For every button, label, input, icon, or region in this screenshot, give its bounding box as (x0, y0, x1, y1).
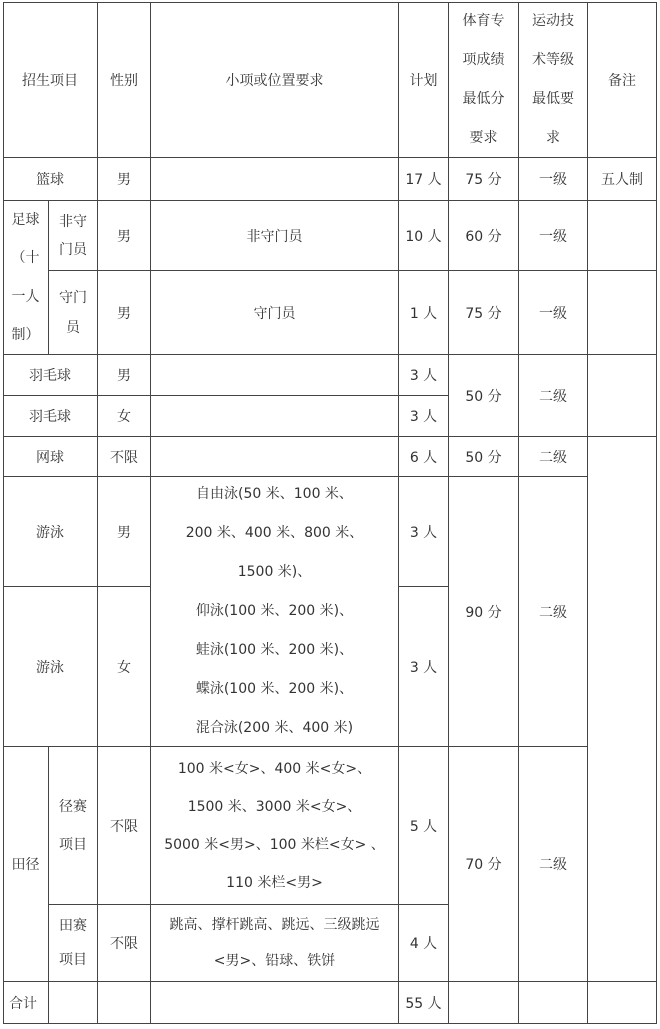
swimming-req-line: 自由泳(50 米、100 米、 (196, 486, 353, 502)
football-nongk-score-text: 60 分 (465, 228, 502, 245)
basketball-requirement (151, 158, 399, 201)
swimming-level-text: 二级 (539, 604, 567, 621)
header-score-line: 项成绩 (462, 51, 505, 68)
header-level-line: 最低要 (532, 90, 574, 107)
basketball-level (519, 158, 588, 201)
athletics-level (519, 747, 588, 982)
football-gk-req (151, 271, 399, 355)
tennis-project (3, 437, 98, 477)
swimming-req-line: 1500 米)、 (237, 564, 312, 580)
swimming-men-plan (399, 477, 449, 587)
football-nongk-sub-line: 非守 (59, 213, 87, 230)
football-nongk-level (519, 201, 588, 271)
swimming-score-text: 90 分 (465, 604, 502, 621)
remark-merged (588, 437, 657, 982)
tennis-level (519, 437, 588, 477)
badminton-women-gender-text: 女 (117, 409, 131, 425)
badminton-men-req (151, 355, 399, 396)
badminton-men-gender (98, 355, 151, 396)
total-empty-4 (449, 982, 519, 1024)
football-gk-gender-text: 男 (117, 305, 131, 322)
football-project-line: （十 (11, 250, 40, 266)
athletics-field-plan (399, 905, 449, 982)
swimming-req-line: 混合泳(200 米、400 米) (195, 720, 354, 736)
admission-table (3, 2, 657, 1024)
total-label-text: 合计 (9, 995, 37, 1012)
badminton-women-plan (399, 396, 449, 437)
header-plan-text: 计划 (409, 72, 438, 89)
header-score (449, 2, 519, 158)
football-gk-score-text: 75 分 (465, 305, 502, 322)
athletics-track-req (151, 747, 399, 905)
athletics-level-text: 二级 (539, 857, 567, 873)
football-gk-sub-line: 员 (66, 319, 80, 336)
athletics-field-req (151, 905, 399, 982)
swimming-men-gender (98, 477, 151, 587)
football-nongk-plan (399, 201, 449, 271)
basketball-score-text: 75 分 (465, 172, 502, 188)
header-score-line: 最低分 (462, 90, 505, 107)
athletics-field-req-line: 跳高、撑杆跳高、跳远、三级跳远 (169, 917, 380, 933)
swimming-requirement (151, 477, 399, 747)
header-level-line: 术等级 (532, 51, 574, 68)
badminton-men-gender-text: 男 (117, 368, 131, 384)
tennis-plan-text: 6 人 (409, 449, 438, 466)
swimming-men-gender-text: 男 (117, 524, 131, 541)
football-gk-sub (49, 271, 98, 355)
swimming-women-project (3, 587, 98, 747)
total-plan (399, 982, 449, 1024)
football-gk-plan (399, 271, 449, 355)
swimming-women-project-text: 游泳 (36, 659, 64, 676)
header-project-text: 招生项目 (22, 72, 78, 89)
header-gender-text: 性别 (110, 72, 138, 89)
total-plan-text: 55 人 (405, 995, 442, 1012)
football-gk-sub-line: 守门 (59, 289, 87, 306)
tennis-gender (98, 437, 151, 477)
badminton-level-text: 二级 (539, 388, 567, 405)
header-remark (588, 2, 657, 158)
header-requirement-text: 小项或位置要求 (225, 72, 324, 89)
basketball-remark-text: 五人制 (601, 172, 643, 188)
badminton-men-project (3, 355, 98, 396)
athletics-track-sub (49, 747, 98, 905)
football-project-line: 制） (11, 327, 40, 343)
athletics-field-sub (49, 905, 98, 982)
swimming-men-project-text: 游泳 (36, 524, 64, 541)
football-gk-level (519, 271, 588, 355)
football-nongk-remark (588, 201, 657, 271)
header-score-line: 体育专 (462, 12, 505, 29)
football-nongk-gender-text: 男 (117, 228, 131, 245)
basketball-plan (399, 158, 449, 201)
athletics-track-sub-line: 径赛 (59, 798, 87, 815)
badminton-women-plan-text: 3 人 (409, 409, 438, 425)
total-empty-6 (588, 982, 657, 1024)
badminton-men-project-text: 羽毛球 (29, 368, 71, 384)
badminton-women-project (3, 396, 98, 437)
tennis-gender-text: 不限 (110, 449, 138, 466)
tennis-score-text: 50 分 (465, 449, 502, 466)
tennis-score (449, 437, 519, 477)
badminton-score-text: 50 分 (465, 388, 502, 405)
swimming-women-gender (98, 587, 151, 747)
header-score-line: 要求 (469, 129, 498, 146)
swimming-req-line: 蛙泳(100 米、200 米)、 (195, 642, 354, 658)
badminton-score (449, 355, 519, 437)
header-gender (98, 2, 151, 158)
basketball-score (449, 158, 519, 201)
athletics-track-req-line: 100 米<女>、400 米<女>、 (177, 760, 372, 777)
football-nongk-score (449, 201, 519, 271)
swimming-men-project (3, 477, 98, 587)
total-label (3, 982, 49, 1024)
athletics-track-req-line: 5000 米<男>、100 米栏<女> 、 (164, 836, 385, 853)
football-gk-level-text: 一级 (539, 305, 567, 322)
total-empty-2 (98, 982, 151, 1024)
header-level (519, 2, 588, 158)
basketball-remark (588, 158, 657, 201)
swimming-women-gender-text: 女 (117, 659, 131, 676)
football-project-line: 足球 (11, 211, 40, 228)
football-gk-req-text: 守门员 (253, 305, 296, 322)
badminton-remark (588, 355, 657, 437)
football-nongk-sub (49, 201, 98, 271)
header-level-line: 求 (546, 129, 560, 146)
badminton-level (519, 355, 588, 437)
football-gk-gender (98, 271, 151, 355)
tennis-plan (399, 437, 449, 477)
athletics-track-plan (399, 747, 449, 905)
badminton-men-plan (399, 355, 449, 396)
swimming-women-plan-text: 3 人 (409, 659, 438, 676)
athletics-track-gender (98, 747, 151, 905)
swimming-men-plan-text: 3 人 (409, 524, 438, 541)
athletics-field-sub-line: 田赛 (59, 918, 87, 934)
header-plan (399, 2, 449, 158)
swimming-level (519, 477, 588, 747)
basketball-project (3, 158, 98, 201)
football-project-line: 一人 (11, 288, 40, 305)
athletics-field-req-line: <男>、铅球、铁饼 (213, 953, 336, 969)
football-project (3, 201, 49, 355)
athletics-score (449, 747, 519, 982)
swimming-req-line: 200 米、400 米、800 米、 (185, 525, 364, 541)
tennis-level-text: 二级 (539, 449, 567, 466)
athletics-field-plan-text: 4 人 (409, 936, 438, 952)
athletics-track-req-line: 110 米栏<男> (226, 874, 323, 891)
athletics-field-gender-text: 不限 (110, 936, 138, 952)
athletics-field-gender (98, 905, 151, 982)
football-nongk-gender (98, 201, 151, 271)
basketball-gender (98, 158, 151, 201)
basketball-level-text: 一级 (539, 172, 567, 188)
athletics-project (3, 747, 49, 982)
athletics-score-text: 70 分 (465, 857, 502, 873)
football-nongk-req (151, 201, 399, 271)
basketball-plan-text: 17 人 (405, 172, 442, 188)
athletics-track-req-line: 1500 米、3000 米<女>、 (187, 798, 362, 815)
badminton-women-req (151, 396, 399, 437)
football-nongk-level-text: 一级 (539, 228, 567, 245)
total-empty-5 (519, 982, 588, 1024)
swimming-req-line: 蝶泳(100 米、200 米)、 (195, 681, 354, 697)
athletics-project-text: 田径 (11, 857, 40, 873)
badminton-women-gender (98, 396, 151, 437)
swimming-women-plan (399, 587, 449, 747)
athletics-track-sub-line: 项目 (59, 836, 87, 853)
football-gk-remark (588, 271, 657, 355)
total-empty-3 (151, 982, 399, 1024)
basketball-project-text: 篮球 (36, 172, 64, 188)
total-empty-1 (49, 982, 98, 1024)
header-project (3, 2, 98, 158)
tennis-project-text: 网球 (36, 449, 64, 466)
football-nongk-sub-line: 门员 (59, 241, 87, 258)
swimming-req-line: 仰泳(100 米、200 米)、 (195, 603, 354, 619)
athletics-field-sub-line: 项目 (59, 952, 87, 968)
athletics-track-gender-text: 不限 (110, 818, 138, 835)
header-level-line: 运动技 (532, 12, 574, 29)
football-nongk-req-text: 非守门员 (246, 228, 303, 245)
badminton-women-project-text: 羽毛球 (29, 409, 71, 425)
football-nongk-plan-text: 10 人 (405, 228, 442, 245)
football-gk-score (449, 271, 519, 355)
header-requirement (151, 2, 399, 158)
tennis-req (151, 437, 399, 477)
header-remark-text: 备注 (608, 72, 636, 89)
basketball-gender-text: 男 (117, 172, 131, 188)
swimming-score (449, 477, 519, 747)
athletics-track-plan-text: 5 人 (409, 818, 438, 835)
football-gk-plan-text: 1 人 (409, 305, 438, 322)
badminton-men-plan-text: 3 人 (409, 368, 438, 384)
